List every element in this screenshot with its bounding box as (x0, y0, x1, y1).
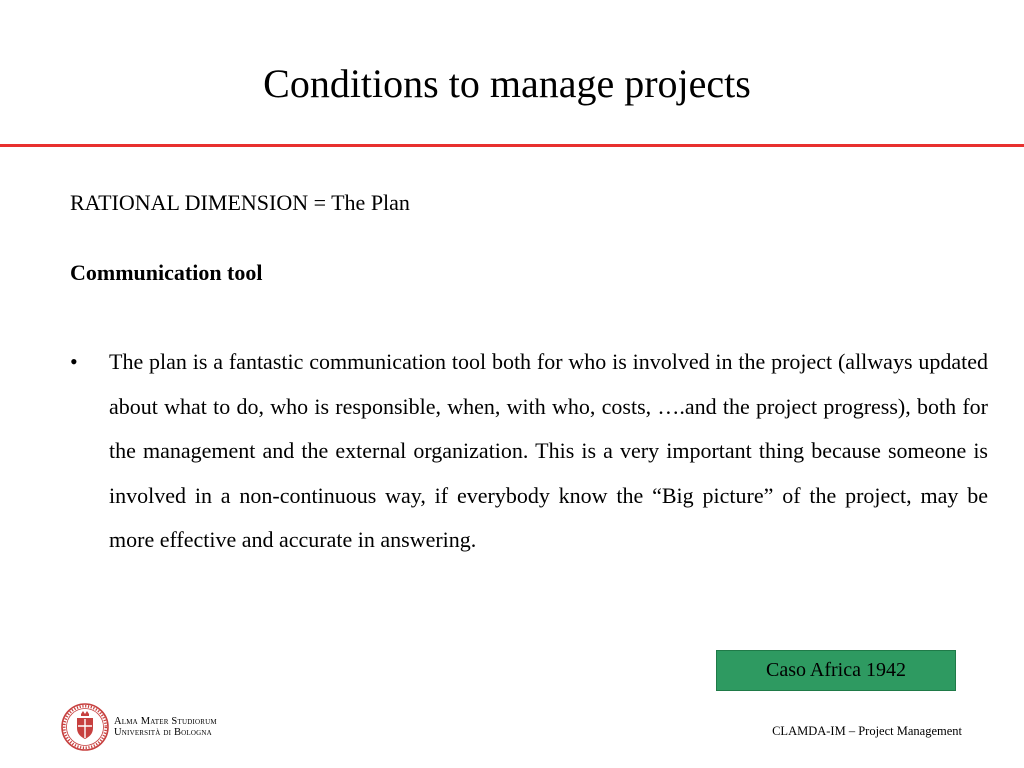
university-logo (60, 702, 217, 752)
title-divider (0, 144, 1024, 147)
slide-subtitle: RATIONAL DIMENSION = The Plan (70, 190, 410, 215)
bullet-text: The plan is a fantastic communication tool both for who is involved in the project (allways updated about what to do, who is responsible, when, with who, costs, ….and the project progress), both for the management and the external organization. This is a very important thing because someone is involved in a non-continuous way, if everybody know the “Big picture” of the project, may be more effective and accurate in answering. (109, 349, 988, 552)
university-seal-icon (60, 702, 110, 752)
bullet-item (70, 340, 988, 563)
logo-line-1: Alma Mater Studiorum (114, 716, 217, 727)
bullet-marker: • (70, 349, 78, 374)
section-heading: Communication tool (70, 260, 263, 285)
slide-title: Conditions to manage projects (263, 61, 751, 106)
logo-line-2: Università di Bologna (114, 727, 212, 738)
case-africa-button[interactable]: Caso Africa 1942 (716, 650, 956, 691)
footer-course-label: CLAMDA-IM – Project Management (772, 724, 962, 738)
